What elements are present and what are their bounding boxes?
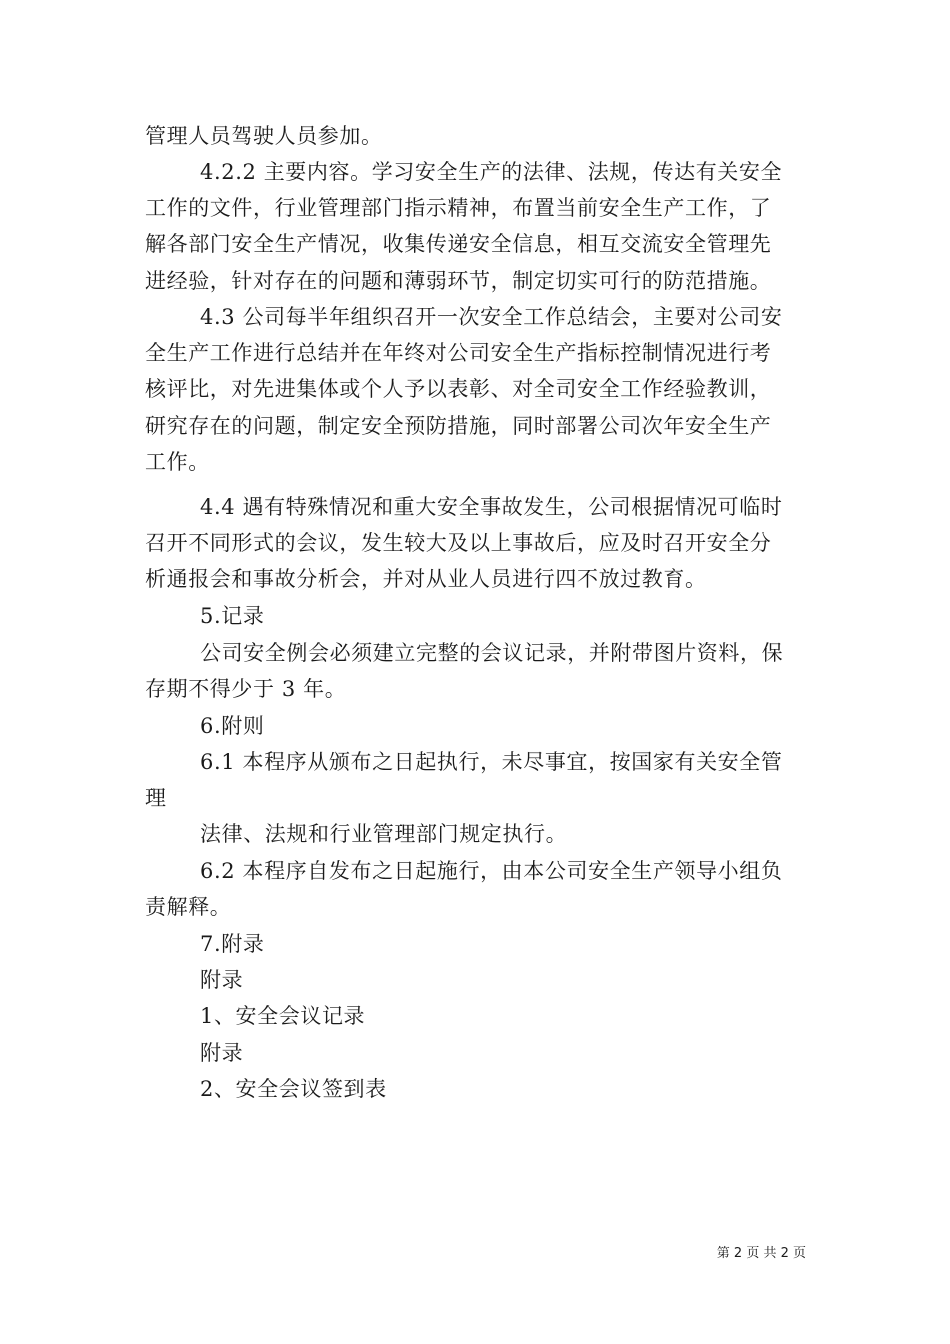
text-line: 6.1 本程序从颁布之日起执行，未尽事宜，按国家有关安全管 <box>200 750 783 774</box>
text-line: 附录 <box>200 968 244 992</box>
text-line: 工作。 <box>145 450 210 474</box>
text-line: 4.3 公司每半年组织召开一次安全工作总结会，主要对公司安 <box>200 305 783 329</box>
text-line: 6.2 本程序自发布之日起施行，由本公司安全生产领导小组负 <box>200 859 783 883</box>
text-line: 公司安全例会必须建立完整的会议记录，并附带图片资料，保 <box>200 641 784 665</box>
text-line: 附录 <box>200 1041 244 1065</box>
text-line: 核评比，对先进集体或个人予以表彰、对全司安全工作经验教训， <box>145 377 772 401</box>
text-line: 全生产工作进行总结并在年终对公司安全生产指标控制情况进行考 <box>145 341 772 365</box>
text-line: 存期不得少于 3 年。 <box>145 677 347 701</box>
section-heading: 7.附录 <box>200 932 265 956</box>
page-number: 第 2 页 共 2 页 <box>716 1246 806 1261</box>
text-line: 责解释。 <box>145 895 232 919</box>
section-heading: 5.记录 <box>200 604 265 628</box>
text-line: 理 <box>145 786 167 810</box>
text-line: 管理人员驾驶人员参加。 <box>145 124 383 148</box>
text-line: 法律、法规和行业管理部门规定执行。 <box>200 822 568 846</box>
text-line: 4.2.2 主要内容。学习安全生产的法律、法规，传达有关安全 <box>200 160 783 184</box>
text-line: 工作的文件，行业管理部门指示精神，布置当前安全生产工作，了 <box>145 196 772 220</box>
text-line: 析通报会和事故分析会，并对从业人员进行四不放过教育。 <box>145 567 707 591</box>
list-item: 2、安全会议签到表 <box>200 1077 387 1101</box>
text-line: 研究存在的问题，制定安全预防措施，同时部署公司次年安全生产 <box>145 414 772 438</box>
list-item: 1、安全会议记录 <box>200 1004 366 1028</box>
section-heading: 6.附则 <box>200 714 265 738</box>
text-line: 4.4 遇有特殊情况和重大安全事故发生，公司根据情况可临时 <box>200 495 783 519</box>
text-line: 召开不同形式的会议，发生较大及以上事故后，应及时召开安全分 <box>145 531 772 555</box>
text-line: 进经验，针对存在的问题和薄弱环节，制定切实可行的防范措施。 <box>145 269 772 293</box>
text-line: 解各部门安全生产情况，收集传递安全信息，相互交流安全管理先 <box>145 232 772 256</box>
